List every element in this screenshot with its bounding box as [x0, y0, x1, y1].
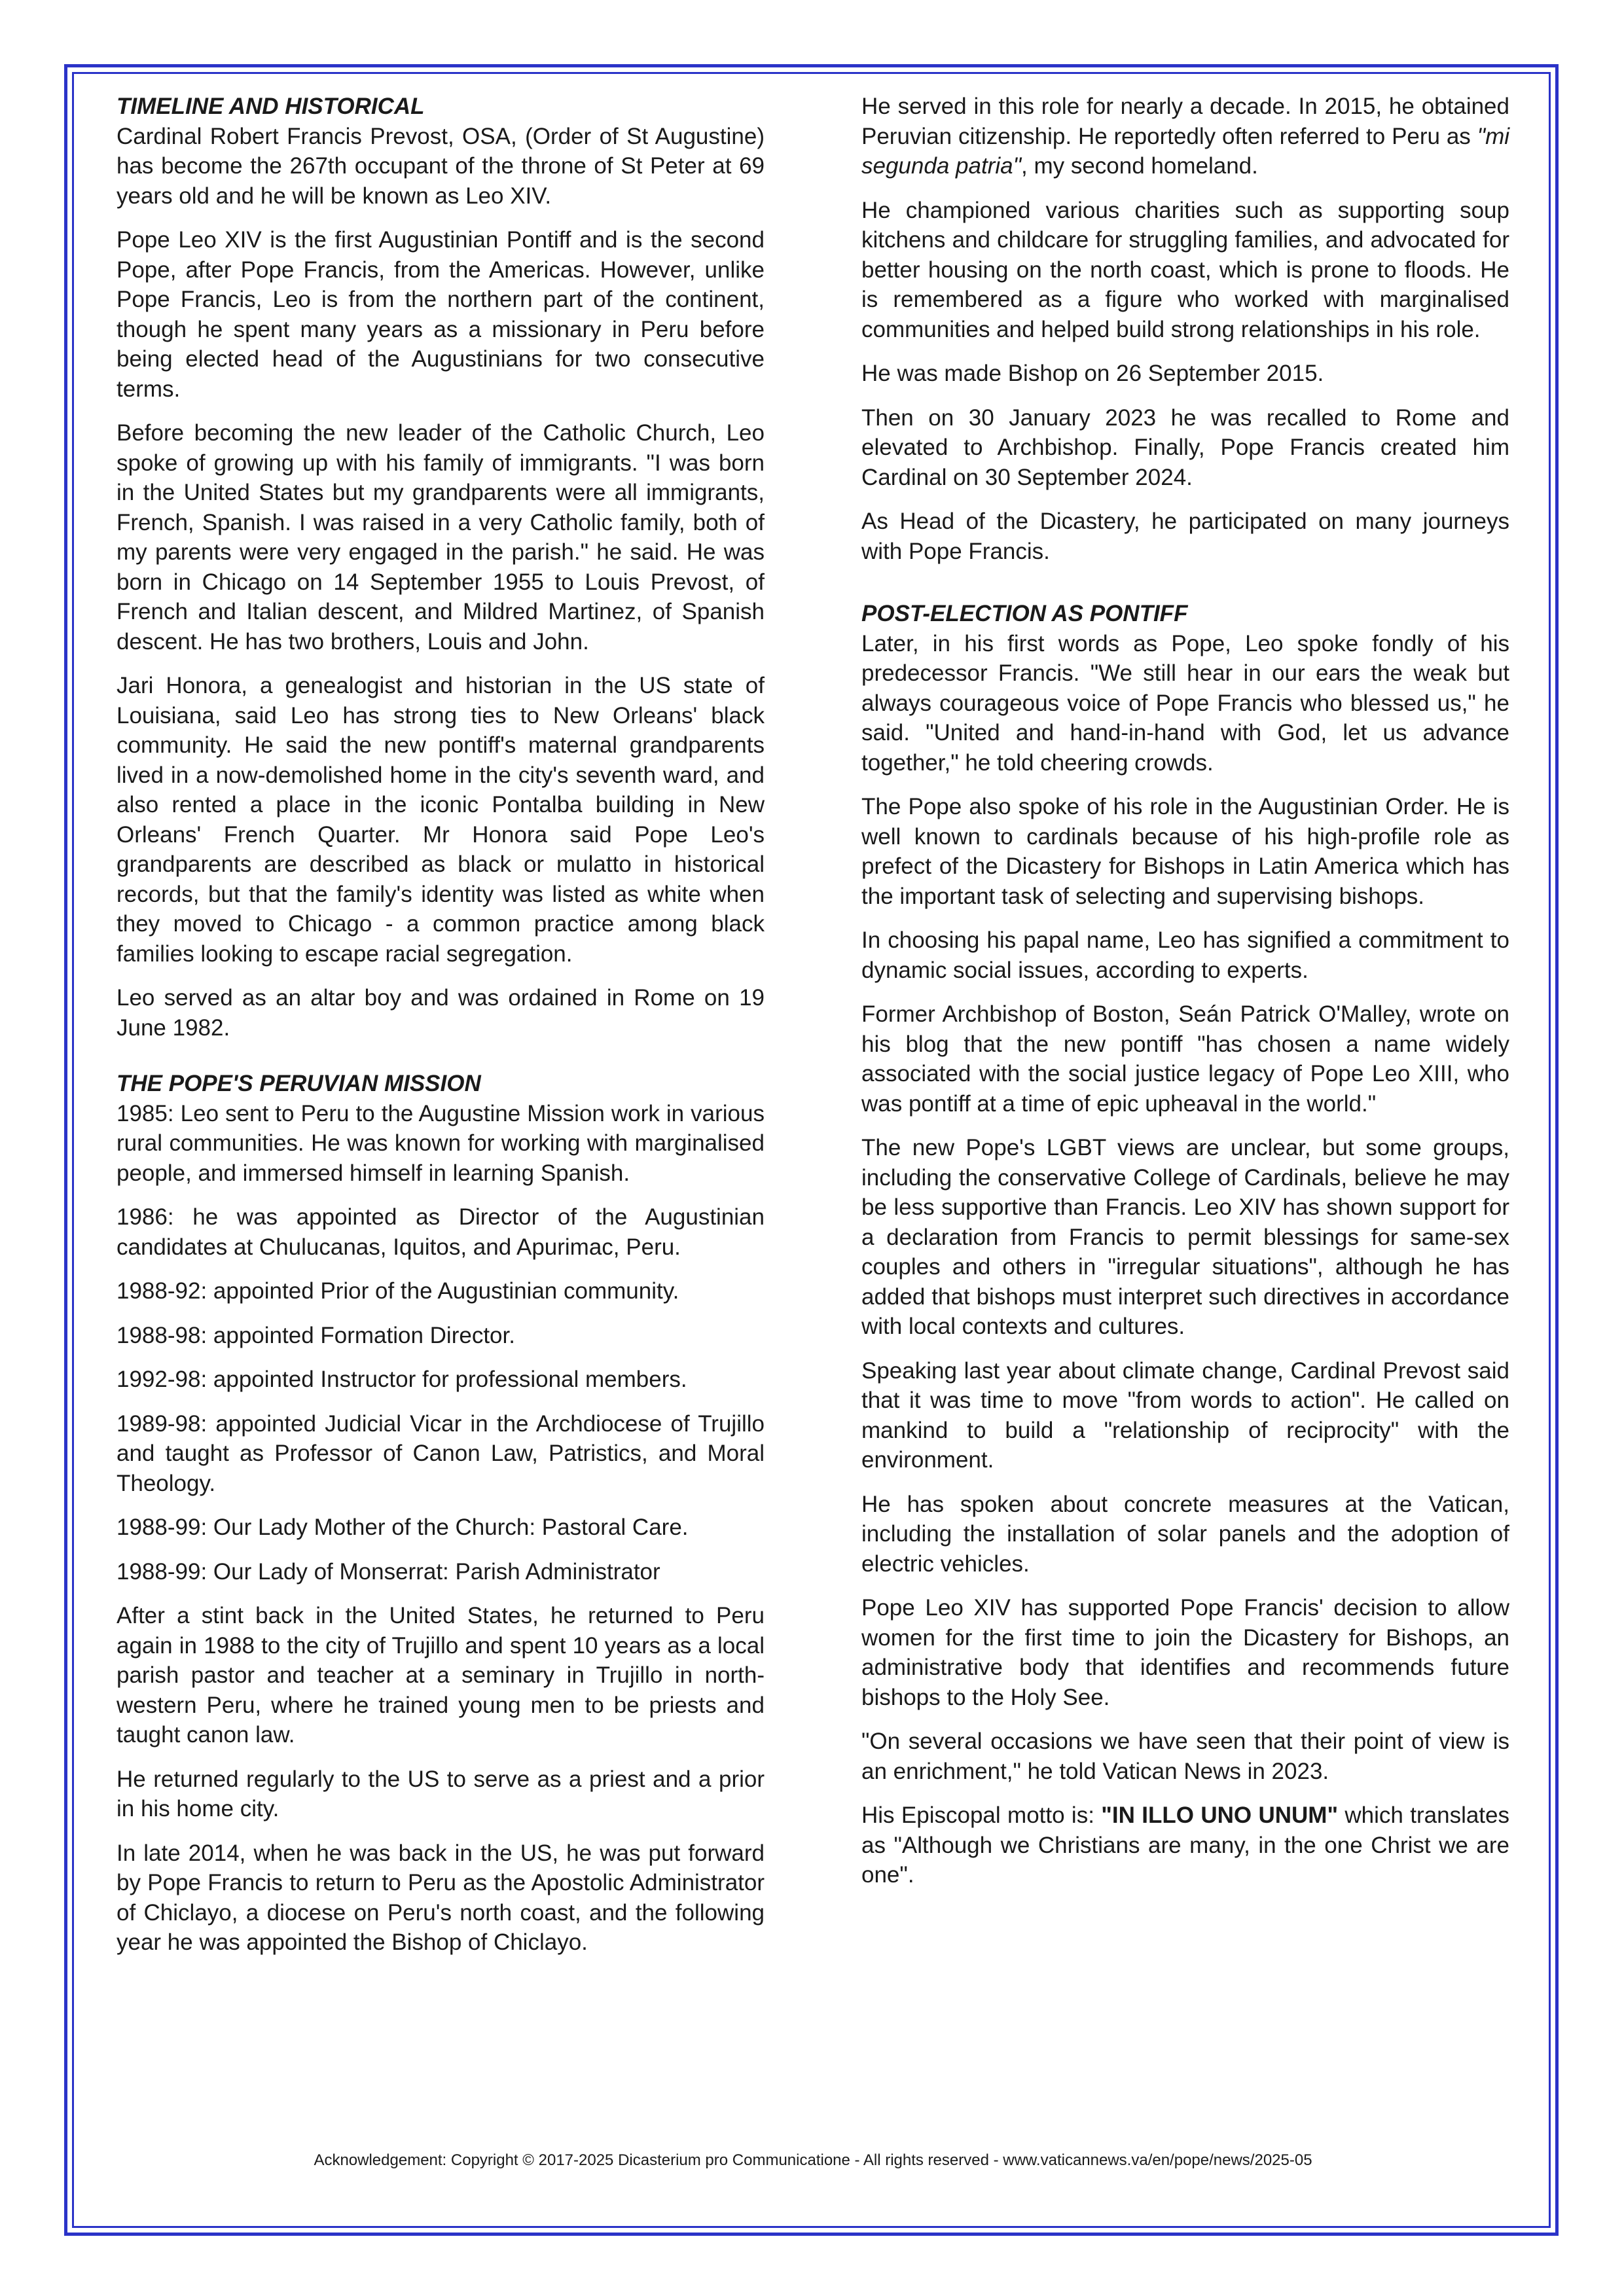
paragraph: 1988-99: Our Lady of Monserrat: Parish Administrator [117, 1558, 660, 1585]
paragraph: In choosing his papal name, Leo has signified a commitment to dynamic social issues, according to experts. [861, 927, 1509, 983]
paragraph: 1988-98: appointed Formation Director. [117, 1322, 515, 1348]
paragraph: 1988-99: Our Lady Mother of the Church: Pastoral Care. [117, 1515, 689, 1540]
paragraph: He returned regularly to the US to serve as a priest and a prior in his home city. [117, 1766, 765, 1821]
paragraph: 1992-98: appointed Instructor for professional members. [117, 1367, 687, 1392]
section-heading-post-election: POST-ELECTION AS PONTIFF [861, 601, 1188, 626]
left-column [117, 92, 765, 1972]
text-run: He served in this role for nearly a decade. In 2015, he obtained Peruvian citizenship. He reportedly often referred to Peru as [861, 94, 1509, 149]
text-run: , my second homeland. [1021, 153, 1258, 179]
text-run: which translates as "Although we Christians are many, in the one Christ we are one". [861, 1803, 1509, 1888]
motto: "IN ILLO UNO UNUM" [1101, 1803, 1339, 1828]
section-heading-peruvian-mission: THE POPE'S PERUVIAN MISSION [117, 1071, 481, 1096]
paragraph: 1989-98: appointed Judicial Vicar in the Archdiocese of Trujillo and taught as Professor of Canon Law, Patristics, and Moral Theology. [117, 1410, 765, 1496]
paragraph: The new Pope's LGBT views are unclear, but some groups, including the conservative College of Cardinals, believe he may be less supportive than Francis. Leo XIV has shown support for a declaration from Francis to permit blessings for same-sex couples and others in "irregular situations", although he has added that bishops must interpret such directives in accordance with local contexts and cultures. [861, 1135, 1509, 1339]
paragraph: 1986: he was appointed as Director of the Augustinian candidates at Chulucanas, Iquitos, and Apurimac, Peru. [117, 1204, 765, 1260]
paragraph [861, 1801, 1509, 1890]
acknowledgement-footer: Acknowledgement: Copyright © 2017-2025 Dicasterium pro Communicatione - All rights reserved - www.vaticannews.va/en/pope/news/2025-05 [314, 2151, 1312, 2169]
paragraph: As Head of the Dicastery, he participated on many journeys with Pope Francis. [861, 509, 1509, 564]
section-heading-timeline: TIMELINE AND HISTORICAL [117, 94, 425, 119]
paragraph: Pope Leo XIV is the first Augustinian Pontiff and is the second Pope, after Pope Francis, from the Americas. However, unlike Pope Francis, Leo is from the northern part of the continent, though he spent many years as a missionary in Peru before being elected head of the Augustinians for two consecutive terms. [117, 227, 765, 402]
paragraph: Former Archbishop of Boston, Seán Patrick O'Malley, wrote on his blog that the new pontiff "has chosen a name widely associated with the social justice legacy of Pope Leo XIII, who was pontiff at a time of epic upheaval in the world." [861, 1001, 1509, 1117]
paragraph: Leo served as an altar boy and was ordained in Rome on 19 June 1982. [117, 985, 765, 1041]
paragraph: "On several occasions we have seen that their point of view is an enrichment," he told Vatican News in 2023. [861, 1729, 1509, 1784]
paragraph: He was made Bishop on 26 September 2015. [861, 361, 1324, 386]
italic-quote: "mi segunda patria" [861, 123, 1509, 179]
paragraph: 1988-92: appointed Prior of the Augustinian community. [117, 1278, 679, 1304]
paragraph [861, 92, 1509, 181]
paragraph: Jari Honora, a genealogist and historian in the US state of Louisiana, said Leo has strong ties to New Orleans' black community. He said the new pontiff's maternal grandparents lived in a now-demolished home in the city's seventh ward, and also rented a place in the iconic Pontalba building in New Orleans' French Quarter. Mr Honora said Pope Leo's grandparents are described as black or mulatto in historical records, but that the family's identity was listed as white when they moved to Chicago - a common practice among black families looking to escape racial segregation. [117, 673, 765, 967]
paragraph: Cardinal Robert Francis Prevost, OSA, (Order of St Augustine) has become the 267th occupant of the throne of St Peter at 69 years old and he will be known as Leo XIV. [117, 123, 765, 209]
paragraph: The Pope also spoke of his role in the Augustinian Order. He is well known to cardinals because of his high-profile role as prefect of the Dicastery for Bishops in Latin America which has the important task of selecting and supervising bishops. [861, 794, 1509, 909]
paragraph: In late 2014, when he was back in the US, he was put forward by Pope Francis to return to Peru as the Apostolic Administrator of Chiclayo, a diocese on Peru's north coast, and the following year he was appointed the Bishop of Chiclayo. [117, 1840, 765, 1955]
paragraph: He has spoken about concrete measures at the Vatican, including the installation of solar panels and the adoption of electric vehicles. [861, 1491, 1509, 1577]
paragraph: Then on 30 January 2023 he was recalled to Rome and elevated to Archbishop. Finally, Pope Francis created him Cardinal on 30 September 2024. [861, 404, 1509, 490]
paragraph: Later, in his first words as Pope, Leo spoke fondly of his predecessor Francis. "We still hear in our ears the weak but always courageous voice of Pope Francis who blessed us," he said. "United and hand-in-hand with God, let us advance together," he told cheering crowds. [861, 630, 1509, 776]
paragraph: Speaking last year about climate change, Cardinal Prevost said that it was time to move "from words to action". He called on mankind to build a "relationship of reciprocity" with the environment. [861, 1357, 1509, 1473]
right-column [861, 92, 1509, 1905]
paragraph: He championed various charities such as supporting soup kitchens and childcare for struggling families, and advocated for better housing on the north coast, which is prone to floods. He is remembered as a figure who worked with marginalised communities and helped build strong relationships in his role. [861, 197, 1509, 342]
paragraph: Pope Leo XIV has supported Pope Francis' decision to allow women for the first time to join the Dicastery for Bishops, an administrative body that identifies and recommends future bishops to the Holy See. [861, 1595, 1509, 1710]
paragraph: After a stint back in the United States, he returned to Peru again in 1988 to the city of Trujillo and spent 10 years as a local parish pastor and teacher at a seminary in Trujillo in north-western Peru, where he trained young men to be priests and taught canon law. [117, 1603, 765, 1748]
paragraph: Before becoming the new leader of the Catholic Church, Leo spoke of growing up with his family of immigrants. "I was born in the United States but my grandparents were all immigrants, French, Spanish. I was raised in a very Catholic family, both of my parents were very engaged in the parish." he said. He was born in Chicago on 14 September 1955 to Louis Prevost, of French and Italian descent, and Mildred Martinez, of Spanish descent. He has two brothers, Louis and John. [117, 420, 765, 655]
text-run: His Episcopal motto is: [861, 1803, 1102, 1828]
paragraph: 1985: Leo sent to Peru to the Augustine Mission work in various rural communities. He was known for working with marginalised people, and immersed himself in learning Spanish. [117, 1100, 765, 1186]
